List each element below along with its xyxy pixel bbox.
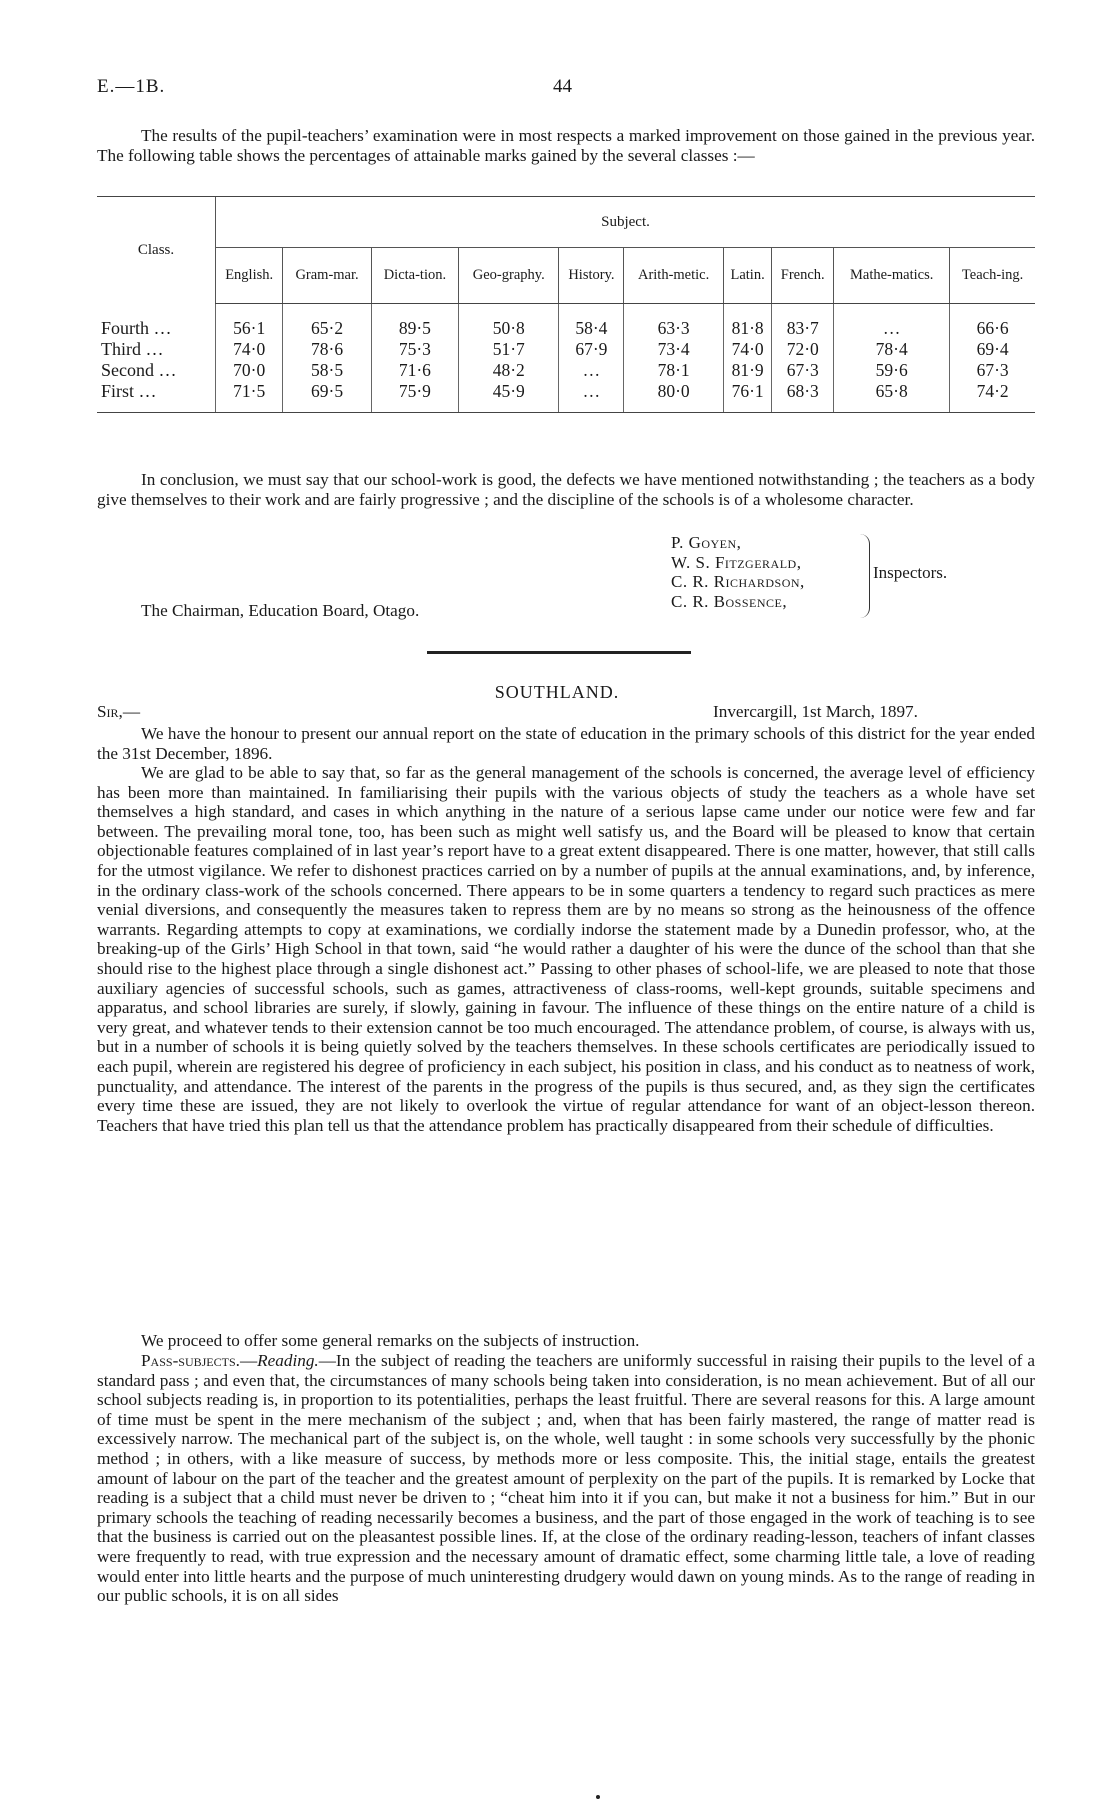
reading-text: —In the subject of reading the teachers are uniformly successful in raising their pupils to the level of a standard pass ; and even that, the circumstances of many schools being taken into consideration, is no mean achievement. But of all our school subjects reading is, in proportion to its potentialities, perhaps the least fruitful. There are several reasons for this. A large amount of time must be spent in the mere mechanism of the subject ; and, when that has been fairly mastered, the range of matter read is excessively narrow. The mechanical part of the subject is, on the whole, well taught : in some schools very successfully by the phonic method ; in others, with a like measure of success, by methods more or less composite. This, the initial stage, entails the greatest amount of labour on the part of the teacher and the greatest amount of perplexity on the part of the pupils. It is remarked by Locke that reading is a subject that a child must never be driven to ; “cheat him into it if you can, but make it not a business for him.” But in our primary schools the teaching of reading necessarily becomes a business, and the part of those engaged in the work of teaching is to see that the business is carried out on the pleasantest possible lines. If, at the close of the ordinary reading-lesson, teachers of infant classes were frequently to read, with true expression and the necessary amount of dramatic effect, some charming little tale, a love of reading would enter into little hearts and the purpose of much uninteresting drudgery would dawn on young minds. As to the range of reading in our public schools, it is on all sides xyxy=(97,1351,1035,1606)
table-cell: 66·6 xyxy=(950,304,1035,340)
signatory-role: Inspectors. xyxy=(873,563,948,582)
column-header: History. xyxy=(559,248,624,304)
table-cell: 73·4 xyxy=(624,339,723,360)
table-cell: 48·2 xyxy=(459,360,559,381)
table-cell: 83·7 xyxy=(772,304,834,340)
reading-paragraph xyxy=(97,1351,1035,1606)
column-header: Gram-mar. xyxy=(283,248,371,304)
body-paragraph: We have the honour to present our annual report on the state of education in the primary schools of this district for the year ended the 31st December, 1896. xyxy=(97,724,1035,763)
row-class-label: First … xyxy=(97,381,216,413)
section-divider xyxy=(427,651,691,654)
table-cell: 81·9 xyxy=(723,360,771,381)
table-cell: 58·5 xyxy=(283,360,371,381)
signatories-block xyxy=(671,533,805,611)
body-paragraph: We are glad to be able to say that, so far as the general management of the schools is concerned, the average level of efficiency has been more than maintained. In familiarising their pupils with the various objects of study the teachers as a whole have set themselves a high standard, and cases in which anything in the nature of a serious lapse came under our notice were few and far between. The prevailing moral tone, too, has been such as might well satisfy us, and the Board will be pleased to know that certain objectionable features complained of in last year’s report have to a great extent disappeared. There is one matter, however, that still calls for the utmost vigilance. We refer to dishonest practices carried on by a number of pupils at the annual examinations, and, by inference, in the ordinary class-work of the schools concerned. There appears to be in some quarters a tendency to regard such practices as mere venial diversions, and consequently the measures taken to repress them are by no means so strong as the heinousness of the offence warrants. Regarding attempts to copy at examinations, we cordially indorse the statement made by a Dunedin professor, who, at the breaking-up of the Girls’ High School in that town, said “he would rather a daughter of his were the dunce of the school than that she should rise to the highest place through a single dishonest act.” Passing to other phases of school-life, we are pleased to note that those auxiliary agencies of successful schools, such as games, attractiveness of class-rooms, well-kept grounds, suitable specimens and apparatus, and school libraries are surely, if slowly, gaining in favour. The influence of these things on the entire nature of a child is very great, and whatever tends to their extension cannot be too much encouraged. The attendance problem, of course, is always with us, but in a number of schools it is being quietly solved by the teachers themselves. In these schools certificates are periodically issued to each pupil, wherein are registered his degree of proficiency in each subject, his position in class, and his conduct as to neatness of work, punctuality, and attendance. The interest of the parents in the progress of the pupils is thus secured, and, as they sign the certificates every time these are issued, they are not likely to overlook the virtue of regular attendance for want of an object-lesson thereon. Teachers that have tried this plan tell us that the attendance problem has practically disappeared from their schedule of difficulties. xyxy=(97,763,1035,1135)
intro-paragraph: The results of the pupil-teachers’ examination were in most respects a marked improvement on those gained in the previous year. The following table shows the percentages of attainable marks gained by the several classes :— xyxy=(97,126,1035,165)
signatories-brace xyxy=(859,534,870,618)
table-subject-header: Subject. xyxy=(216,197,1036,248)
table-row xyxy=(97,304,1035,340)
row-class-label: Second … xyxy=(101,360,177,380)
table-cell: 75·9 xyxy=(371,381,458,413)
table-cell: 58·4 xyxy=(559,304,624,340)
table-cell: 72·0 xyxy=(772,339,834,360)
table-cell: … xyxy=(559,381,624,413)
row-class-label: Fourth … xyxy=(101,317,172,338)
column-header: Mathe-matics. xyxy=(834,248,950,304)
column-header: Geo-graphy. xyxy=(459,248,559,304)
reading-subheading: Reading. xyxy=(257,1351,319,1370)
column-header: English. xyxy=(216,248,283,304)
table-cell: 78·4 xyxy=(834,339,950,360)
table-cell: 56·1 xyxy=(216,304,283,340)
table-cell: 74·2 xyxy=(950,381,1035,413)
table-cell: 80·0 xyxy=(624,381,723,413)
table-cell: 67·3 xyxy=(772,360,834,381)
table-cell: 89·5 xyxy=(371,304,458,340)
table-cell: 67·9 xyxy=(559,339,624,360)
row-class-label: Third … xyxy=(101,339,164,359)
column-header: Dicta-tion. xyxy=(371,248,458,304)
pass-subjects-lead: Pass-subjects.— xyxy=(141,1351,258,1370)
pupil-teachers-results-table xyxy=(97,196,1035,413)
table-cell: 69·5 xyxy=(283,381,371,413)
salutation: Sir,— xyxy=(97,702,141,721)
table-cell: 65·2 xyxy=(283,304,371,340)
body-paragraph: We proceed to offer some general remarks on the subjects of instruction. xyxy=(141,1331,640,1350)
table-cell: … xyxy=(559,360,624,381)
page-mark xyxy=(596,1795,600,1799)
dateline: Invercargill, 1st March, 1897. xyxy=(713,702,918,721)
column-header: Latin. xyxy=(723,248,771,304)
table-row xyxy=(97,381,1035,413)
table-row xyxy=(97,339,1035,360)
table-cell: 67·3 xyxy=(950,360,1035,381)
conclusion-paragraph: In conclusion, we must say that our school-work is good, the defects we have mentioned notwithstanding ; the teachers as a body give themselves to their work and are fairly progressive ; and the discipline of the schools is of a wholesome character. xyxy=(97,470,1035,509)
table-cell: 71·6 xyxy=(371,360,458,381)
column-header: Arith-metic. xyxy=(624,248,723,304)
section-title: SOUTHLAND. xyxy=(494,682,620,702)
table-cell: 74·0 xyxy=(216,339,283,360)
table-cell: 45·9 xyxy=(459,381,559,413)
table-cell: 76·1 xyxy=(723,381,771,413)
table-cell: 75·3 xyxy=(371,339,458,360)
table-cell: 78·6 xyxy=(283,339,371,360)
table-cell: … xyxy=(834,304,950,340)
table-cell: 74·0 xyxy=(723,339,771,360)
column-header: French. xyxy=(772,248,834,304)
table-cell: 71·5 xyxy=(216,381,283,413)
table-cell: 63·3 xyxy=(624,304,723,340)
table-row xyxy=(97,360,1035,381)
table-cell: 65·8 xyxy=(834,381,950,413)
signatory-name: W. S. Fitzgerald, xyxy=(671,552,802,572)
page-header-reference: E.—1B. xyxy=(97,76,166,97)
addressee: The Chairman, Education Board, Otago. xyxy=(141,601,420,620)
signatory-name: P. Goyen, xyxy=(671,533,742,552)
table-cell: 78·1 xyxy=(624,360,723,381)
table-cell: 69·4 xyxy=(950,339,1035,360)
signatory-name: C. R. Bossence, xyxy=(671,591,788,611)
column-header: Teach-ing. xyxy=(950,248,1035,304)
table-cell: 68·3 xyxy=(772,381,834,413)
page-number: 44 xyxy=(553,76,572,97)
table-cell: 81·8 xyxy=(723,304,771,340)
table-cell: 70·0 xyxy=(216,360,283,381)
table-cell: 59·6 xyxy=(834,360,950,381)
table-class-header: Class. xyxy=(97,197,216,304)
table-cell: 51·7 xyxy=(459,339,559,360)
table-cell: 50·8 xyxy=(459,304,559,340)
signatory-name: C. R. Richardson, xyxy=(671,572,805,592)
